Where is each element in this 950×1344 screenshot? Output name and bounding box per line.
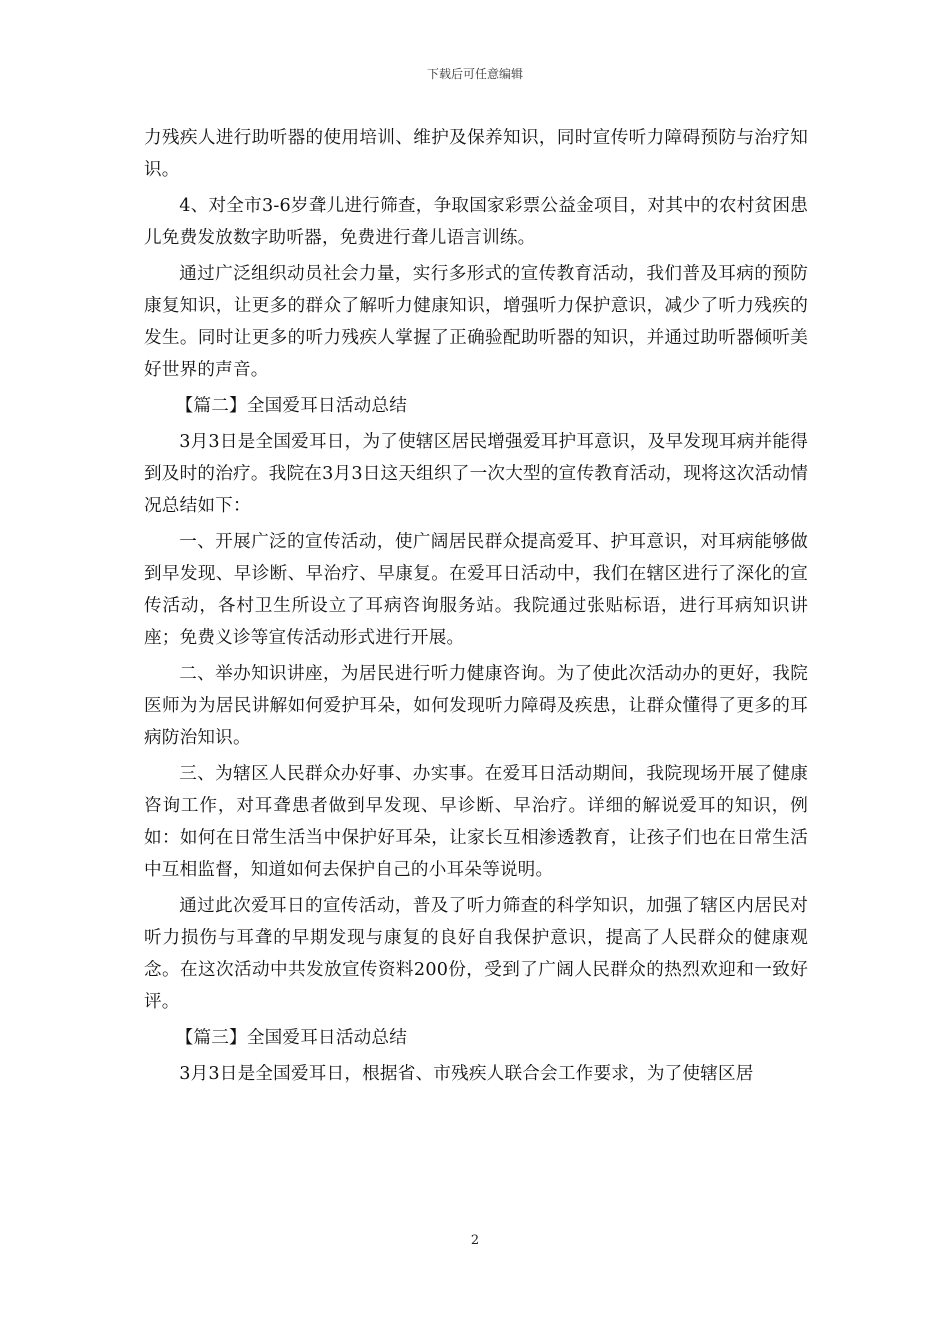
- paragraph-summary: 通过广泛组织动员社会力量，实行多形式的宣传教育活动，我们普及耳病的预防康复知识，让更多的群众了解听力健康知识，增强听力保护意识，减少了听力残疾的发生。同时让更多的听力残疾人掌握了正确验配助听器的知识，并通过助听器倾听美好世界的声音。: [144, 264, 808, 380]
- paragraph-point-3: 三、为辖区人民群众办好事、办实事。在爱耳日活动期间，我院现场开展了健康咨询工作，对耳聋患者做到早发现、早诊断、早治疗。详细的解说爱耳的知识，例如：如何在日常生活当中保护好耳朵，让家长互相渗透教育，让孩子们也在日常生活中互相监督，知道如何去保护自己的小耳朵等说明。: [144, 764, 808, 880]
- paragraph-continuation: 力残疾人进行助听器的使用培训、维护及保养知识，同时宣传听力障碍预防与治疗知识。: [144, 128, 808, 180]
- paragraph-item-4: 4、对全市3-6岁聋儿进行筛查，争取国家彩票公益金项目，对其中的农村贫困患儿免费发放数字助听器，免费进行聋儿语言训练。: [144, 196, 808, 248]
- paragraph-point-2: 二、举办知识讲座，为居民进行听力健康咨询。为了使此次活动办的更好，我院医师为为居民讲解如何爱护耳朵，如何发现听力障碍及疾患，让群众懂得了更多的耳病防治知识。: [144, 664, 808, 748]
- document-body: [144, 122, 808, 1094]
- section-heading-part-2: 【篇二】全国爱耳日活动总结: [175, 396, 407, 416]
- paragraph-intro-part-3: 3月3日是全国爱耳日，根据省、市残疾人联合会工作要求，为了使辖区居: [179, 1064, 754, 1084]
- section-heading-part-3: 【篇三】全国爱耳日活动总结: [175, 1028, 407, 1048]
- page-number: 2: [470, 1233, 480, 1248]
- paragraph-point-1: 一、开展广泛的宣传活动，使广阔居民群众提高爱耳、护耳意识，对耳病能够做到早发现、早诊断、早治疗、早康复。在爱耳日活动中，我们在辖区进行了深化的宣传活动，各村卫生所设立了耳病咨询服务站。我院通过张贴标语，进行耳病知识讲座；免费义诊等宣传活动形式进行开展。: [144, 532, 808, 648]
- paragraph-intro-part-2: 3月3日是全国爱耳日，为了使辖区居民增强爱耳护耳意识，及早发现耳病并能得到及时的治疗。我院在3月3日这天组织了一次大型的宣传教育活动，现将这次活动情况总结如下：: [144, 432, 808, 516]
- page-header: 下载后可任意编辑: [426, 67, 523, 81]
- paragraph-conclusion-part-2: 通过此次爱耳日的宣传活动，普及了听力筛查的科学知识，加强了辖区内居民对听力损伤与耳聋的早期发现与康复的良好自我保护意识，提高了人民群众的健康观念。在这次活动中共发放宣传资料200份，受到了广阔人民群众的热烈欢迎和一致好评。: [144, 896, 808, 1012]
